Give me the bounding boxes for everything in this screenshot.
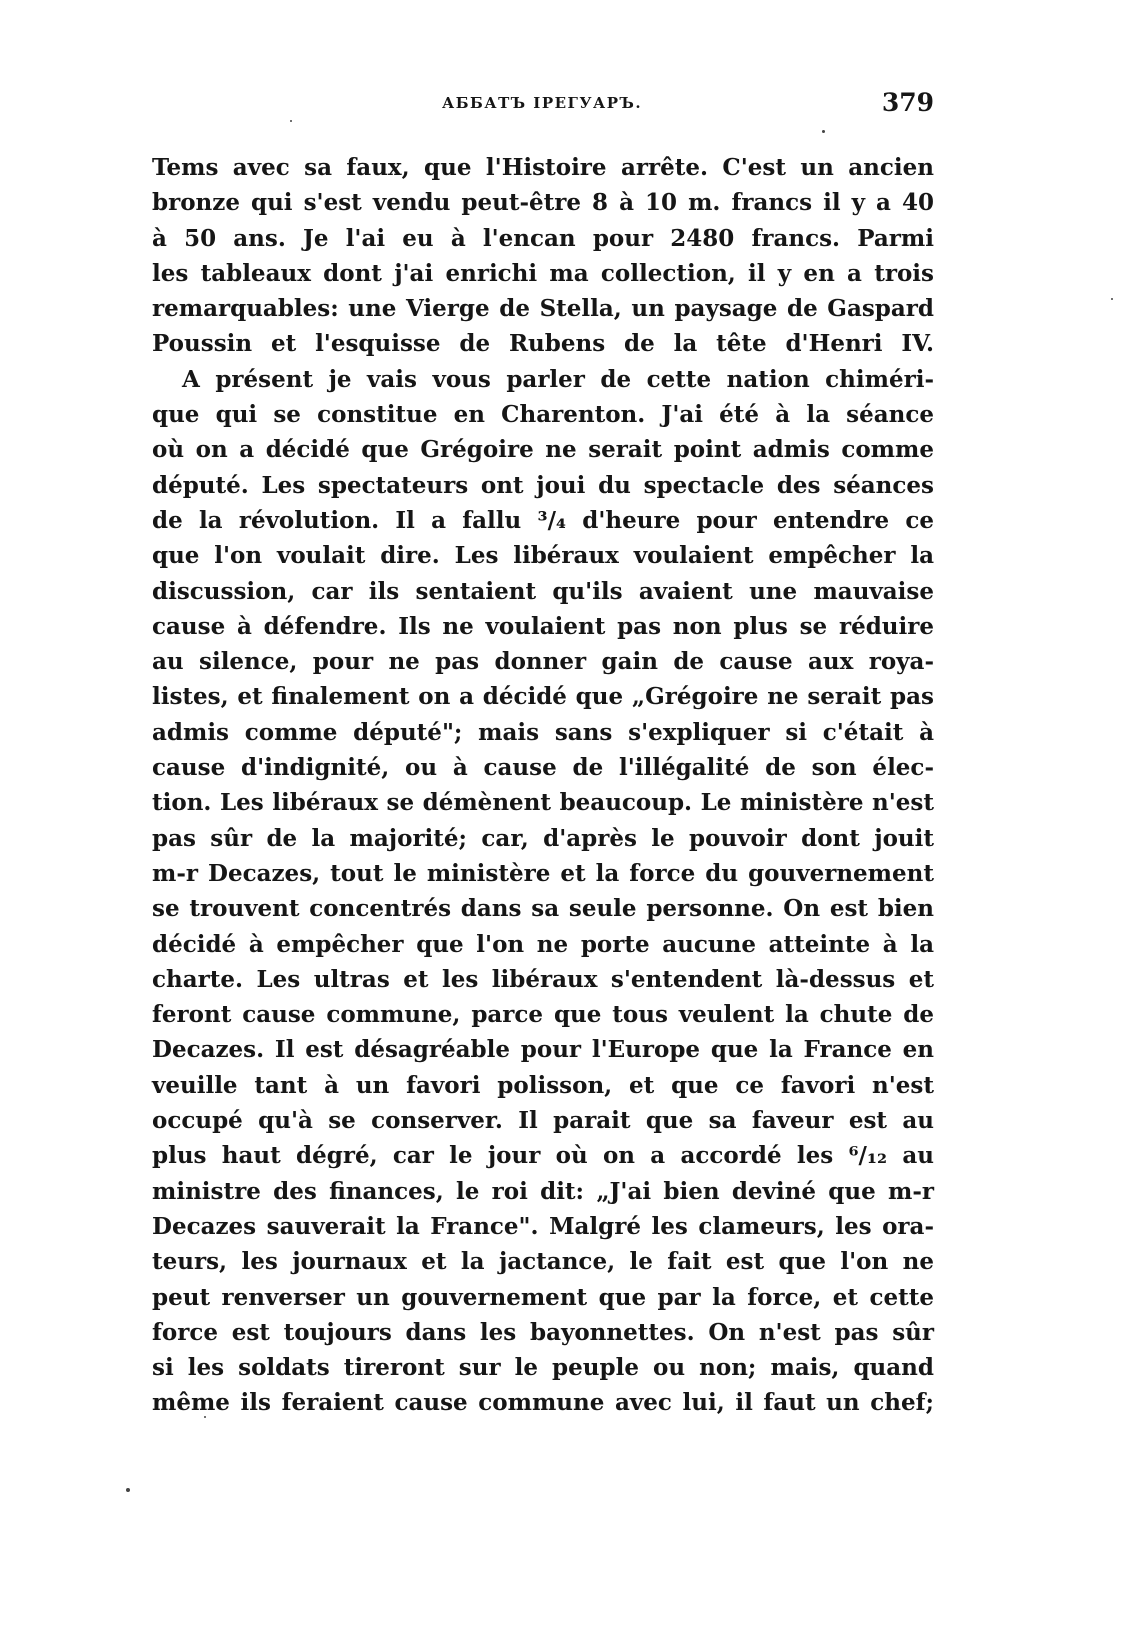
text-line: de la révolution. Il a fallu ³/₄ d'heure pour entendre ce [152, 506, 934, 534]
text-line: cause d'indignité, ou à cause de l'illégalité de son élec- [152, 754, 934, 782]
text-line: que l'on voulait dire. Les libéraux voulaient empêcher la [152, 542, 934, 570]
text-line: si les soldats tireront sur le peuple ou non; mais, quand [152, 1354, 934, 1382]
text-line: même ils feraient cause commune avec lui, il faut un chef; [152, 1389, 934, 1417]
text-line: admis comme député"; mais sans s'expliquer si c'était à [152, 718, 934, 746]
text-line: teurs, les journaux et la jactance, le fait est que l'on ne [152, 1248, 934, 1276]
text-line: où on a décidé que Grégoire ne serait point admis comme [152, 436, 934, 464]
text-line: remarquables: une Vierge de Stella, un paysage de Gaspard [152, 295, 934, 323]
text-line: les tableaux dont j'ai enrichi ma collection, il y en a trois [152, 259, 934, 287]
text-line: discussion, car ils sentaient qu'ils avaient une mauvaise [152, 577, 934, 605]
text-line: occupé qu'à se conserver. Il parait que sa faveur est au [152, 1107, 934, 1135]
text-line: pas sûr de la majorité; car, d'après le pouvoir dont jouit [152, 824, 934, 852]
scan-speck [204, 1416, 206, 1418]
text-line: plus haut dégré, car le jour où on a accordé les ⁶/₁₂ au [152, 1142, 934, 1170]
text-line: Decazes. Il est désagréable pour l'Europe que la France en [152, 1036, 934, 1064]
text-line: député. Les spectateurs ont joui du spectacle des séances [152, 471, 934, 499]
text-line: charte. Les ultras et les libéraux s'entendent là-dessus et [152, 965, 934, 993]
page-header [152, 88, 934, 128]
text-line: m-r Decazes, tout le ministère et la force du gouvernement [152, 859, 934, 887]
text-line: A présent je vais vous parler de cette nation chiméri- [182, 365, 934, 393]
text-line: se trouvent concentrés dans sa seule personne. On est bien [152, 895, 934, 923]
text-line: décidé à empêcher que l'on ne porte aucune atteinte à la [152, 930, 934, 958]
scan-speck [1111, 298, 1113, 300]
text-line: tion. Les libéraux se démènent beaucoup. Le ministère n'est [152, 789, 934, 817]
text-line: veuille tant à un favori polisson, et que ce favori n'est [152, 1071, 934, 1099]
text-line: listes, et finalement on a décidé que „Grégoire ne serait pas [152, 683, 934, 711]
scan-speck [126, 1488, 130, 1492]
running-title: АББАТЪ IРЕГУАРЪ. [442, 94, 643, 112]
text-line: au silence, pour ne pas donner gain de cause aux roya- [152, 648, 934, 676]
text-line: peut renverser un gouvernement que par la force, et cette [152, 1283, 934, 1311]
text-line: force est toujours dans les bayonnettes. On n'est pas sûr [152, 1318, 934, 1346]
text-line: feront cause commune, parce que tous veulent la chute de [152, 1001, 934, 1029]
text-line: Decazes sauverait la France". Malgré les clameurs, les ora- [152, 1212, 934, 1240]
text-line: Poussin et l'esquisse de Rubens de la tête d'Henri IV. [152, 330, 934, 358]
scan-speck [290, 120, 292, 122]
scan-speck [822, 130, 825, 133]
body-text [152, 150, 934, 1421]
text-line: à 50 ans. Je l'ai eu à l'encan pour 2480 francs. Parmi [152, 224, 934, 252]
text-line: ministre des finances, le roi dit: „J'ai bien deviné que m-r [152, 1177, 934, 1205]
page-number: 379 [881, 88, 934, 117]
text-line: que qui se constitue en Charenton. J'ai été à la séance [152, 401, 934, 429]
text-line: cause à défendre. Ils ne voulaient pas non plus se réduire [152, 612, 934, 640]
text-line: bronze qui s'est vendu peut-être 8 à 10 m. francs il y a 40 [152, 189, 934, 217]
text-line: Tems avec sa faux, que l'Histoire arrête. C'est un ancien [152, 154, 934, 181]
